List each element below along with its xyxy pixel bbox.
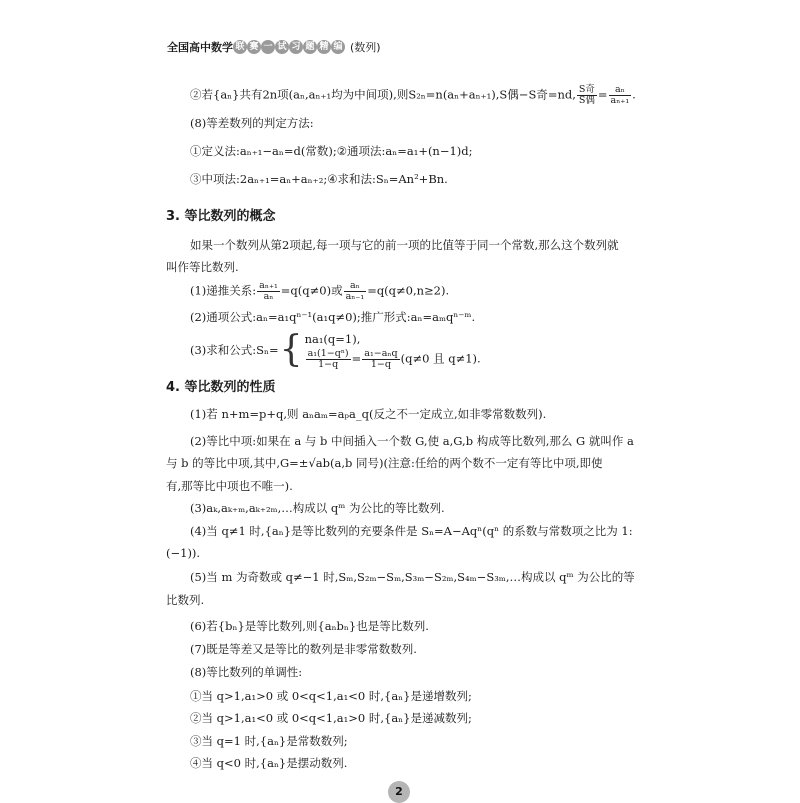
- text-line: [190, 281, 449, 302]
- text-line: ③当 q=1 时,{aₙ}是常数数列;: [190, 734, 348, 748]
- numerator: a₁(1−qⁿ): [307, 347, 349, 359]
- text-line: [190, 85, 636, 106]
- text-line: 如果一个数列从第2项起,每一项与它的前一项的比值等于同一个常数,那么这个数列就: [190, 238, 619, 252]
- circled-char: 题: [303, 40, 317, 54]
- case-line: na₁(q=1),: [304, 331, 361, 346]
- section-heading: 3. 等比数列的概念: [166, 209, 276, 224]
- circled-char: 精: [317, 40, 331, 54]
- numerator: aₙ: [609, 85, 632, 96]
- text-line: ①当 q>1,a₁>0 或 0<q<1,a₁<0 时,{aₙ}是递增数列;: [190, 689, 472, 703]
- brace: {: [279, 329, 303, 370]
- section-heading: 4. 等比数列的性质: [166, 380, 276, 395]
- page-number: 2: [388, 781, 410, 803]
- text-line: (4)当 q≠1 时,{aₙ}是等比数列的充要条件是 Sₙ=A−Aqⁿ(qⁿ 的系数与常数项之比为 1:: [190, 524, 633, 538]
- denominator: aₙ: [263, 291, 274, 302]
- fraction: [344, 281, 367, 302]
- text-line: (2)等比中项:如果在 a 与 b 中间插入一个数 G,使 a,G,b 构成等比数列,那么 G 就叫作 a: [190, 434, 634, 448]
- text: (1)递推关系:: [190, 283, 257, 298]
- text-line: 叫作等比数列.: [166, 260, 239, 274]
- running-header: [167, 39, 381, 55]
- sum-formula-block: [190, 330, 481, 370]
- case-line: [305, 349, 481, 370]
- text-line: ①定义法:aₙ₊₁−aₙ=d(常数);②通项法:aₙ=a₁+(n−1)d;: [190, 144, 473, 158]
- fraction: [577, 85, 597, 106]
- text-line: (7)既是等差又是等比的数列是非零常数数列.: [190, 642, 417, 656]
- denominator: aₙ₊₁: [610, 95, 630, 106]
- fraction: [609, 85, 632, 106]
- circled-char: 联: [233, 40, 247, 54]
- denominator: 1−q: [318, 358, 339, 370]
- fraction: [257, 281, 280, 302]
- text: =q(q≠0,n≥2).: [367, 283, 450, 298]
- series-title: 全国高中数学: [167, 41, 233, 54]
- circled-char: 习: [289, 40, 303, 54]
- numerator: aₙ: [344, 281, 367, 292]
- text-line: (3)aₖ,aₖ₊ₘ,aₖ₊₂ₘ,…构成以 qᵐ 为公比的等比数列.: [190, 501, 445, 515]
- text-line: (5)当 m 为奇数或 q≠−1 时,Sₘ,S₂ₘ−Sₘ,S₃ₘ−S₂ₘ,S₄ₘ−S₃ₘ,…构成以 qᵐ 为公比的等: [190, 570, 635, 584]
- text-line: (2)通项公式:aₙ=a₁qⁿ⁻¹(a₁q≠0);推广形式:aₙ=aₘqⁿ⁻ᵐ.: [190, 310, 476, 324]
- text: =: [597, 87, 608, 102]
- text: (3)求和公式:Sₙ=: [190, 343, 279, 357]
- text-line: (8)等差数列的判定方法:: [190, 116, 314, 130]
- circled-char: 赛: [247, 40, 261, 54]
- denominator: aₙ₋₁: [345, 291, 365, 302]
- text-line: ③中项法:2aₙ₊₁=aₙ+aₙ₊₂;④求和法:Sₙ=An²+Bn.: [190, 172, 448, 186]
- text-line: ②当 q>1,a₁<0 或 0<q<1,a₁>0 时,{aₙ}是递减数列;: [190, 711, 472, 725]
- cases: [305, 331, 481, 370]
- fraction: [362, 349, 399, 370]
- numerator: S奇: [578, 84, 595, 95]
- text: =q(q≠0)或: [280, 283, 343, 298]
- text: .: [632, 87, 636, 102]
- text-line: 与 b 的等比中项,其中,G=±√ab(a,b 同号)(注意:任给的两个数不一定有等比中项,即使: [166, 456, 603, 470]
- text-line: 比数列.: [166, 593, 205, 607]
- circled-char: 编: [331, 40, 345, 54]
- fraction: [306, 349, 351, 370]
- text: ②若{aₙ}共有2n项(aₙ,aₙ₊₁均为中间项),则S₂ₙ=n(aₙ+aₙ₊₁),S偶−S奇=nd,: [190, 87, 576, 102]
- text: (q≠0 且 q≠1).: [400, 351, 481, 365]
- text-line: (6)若{bₙ}是等比数列,则{aₙbₙ}也是等比数列.: [190, 619, 429, 633]
- denominator: S偶: [578, 95, 595, 106]
- numerator: aₙ₊₁: [259, 280, 278, 291]
- book-subtitle: (数列): [350, 41, 381, 54]
- denominator: 1−q: [370, 358, 391, 370]
- text: =: [351, 351, 362, 365]
- numerator: a₁−aₙq: [364, 347, 398, 359]
- text-line: (1)若 n+m=p+q,则 aₙaₘ=aₚa_q(反之不一定成立,如非零常数数列).: [190, 407, 547, 421]
- text-line: 有,那等比中项也不唯一).: [166, 479, 293, 493]
- text-line: (−1)).: [166, 546, 201, 560]
- text-line: ④当 q<0 时,{aₙ}是摆动数列.: [190, 756, 348, 770]
- circled-char: 试: [275, 40, 289, 54]
- circled-char: 一: [261, 40, 275, 54]
- text-line: (8)等比数列的单调性:: [190, 665, 303, 679]
